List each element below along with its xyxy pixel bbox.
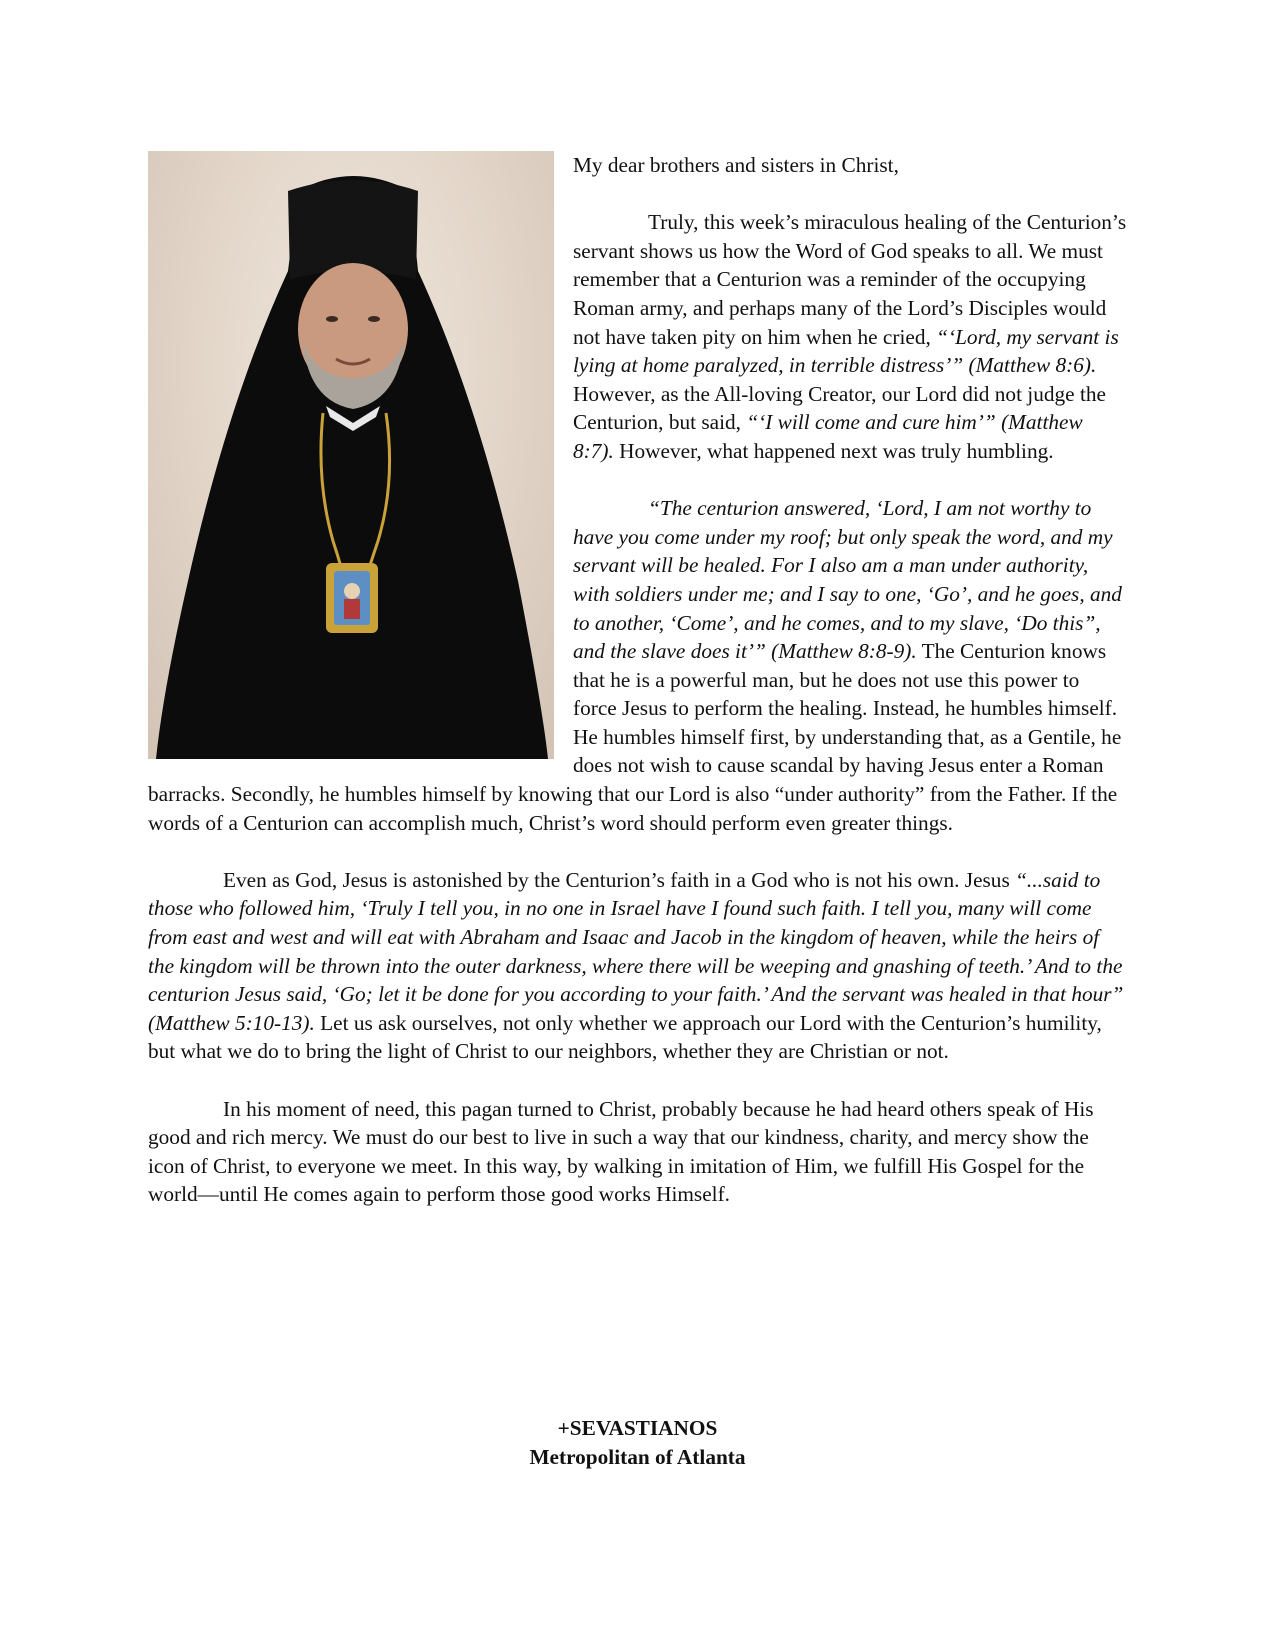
greeting: My dear brothers and sisters in Christ, [573, 153, 899, 177]
paragraph-gap [148, 837, 1128, 866]
scripture-quote-matthew-8-8-9: “The centurion answered, ‘Lord, I am not worthy to have you come under my roof; but only speak the word, and my servant will be healed. For I also am a man under authority, with soldiers under me; and I say to one, ‘Go’, and he goes, and to another, ‘Come’, and he comes, and to my slave, ‘Do this”, and the slave does it’” (Matthew 8:8-9). [573, 496, 1122, 664]
signature-title: Metropolitan of Atlanta [529, 1444, 746, 1469]
letter-body [148, 151, 1128, 1209]
paragraph-3-text-b: Let us ask ourselves, not only whether we approach our Lord with the Centurion’s humility, but what we do to bring the light of Christ to our neighbors, whether they are Christian or not. [148, 1010, 1102, 1064]
scripture-quote-matthew-8-7: “‘I will come and cure him’” (Matthew 8:7). [573, 410, 1083, 463]
scripture-quote-matthew-5-10-13: “...said to those who followed him, ‘Truly I tell you, in no one in Israel have I found such faith. I tell you, many will come from east and west and will eat with Abraham and Isaac and Jacob in the kingdom of heaven, while the heirs of the kingdom will be thrown into the outer darkness, where there will be weeping and gnashing of teeth.’ And to the centurion Jesus said, ‘Go; let it be done for you according to your faith.’ And the servant was healed in that hour” (Matthew 5:10-13). [148, 867, 1124, 1035]
bishop-portrait-illustration [148, 151, 554, 759]
paragraph-1-text-c: However, what happened next was truly humbling. [613, 438, 1054, 463]
paragraph-1-text-a: Truly, this week’s miraculous healing of the Centurion’s servant shows us how the Word of God speaks to all. We must remember that a Centurion was a reminder of the occupying Roman army, and perhaps many of the Lord’s Disciples would not have taken pity on him when he cried, [573, 210, 1127, 349]
portrait-photo [148, 151, 554, 759]
paragraph-gap [148, 1066, 1128, 1095]
paragraph-4: In his moment of need, this pagan turned to Christ, probably because he had heard others speak of His good and rich mercy. We must do our best to live in such a way that our kindness, charity, and mercy show the icon of Christ, to everyone we meet. In this way, by walking in imitation of Him, we fulfill His Gospel for the world—until He comes again to perform those good works Himself. [148, 1096, 1094, 1207]
paragraph-2-text: The Centurion knows that he is a powerful man, but he does not use this power to force Jesus to perform the healing. Instead, he humbles himself. He humbles himself first, by understanding that, as a Gentile, he does not wish to cause scandal by having Jesus enter a Roman barracks. Secondly, he humbles himself by knowing that our Lord is also “under authority” from the Father. If the words of a Centurion can accomplish much, Christ’s word should perform even greater things. [148, 639, 1122, 835]
signature-name: +SEVASTIANOS [557, 1416, 718, 1440]
signature-block [0, 1414, 1275, 1471]
paragraph-1-text-b: However, as the All-loving Creator, our Lord did not judge the Centurion, but said, [573, 381, 1106, 435]
paragraph-3 [148, 866, 1128, 1066]
scripture-quote-matthew-8-6: “‘Lord, my servant is lying at home paralyzed, in terrible distress’” (Matthew 8:6). [573, 324, 1119, 378]
paragraph-3-text-a: Even as God, Jesus is astonished by the Centurion’s faith in a God who is not his own. Jesus [223, 867, 1016, 892]
